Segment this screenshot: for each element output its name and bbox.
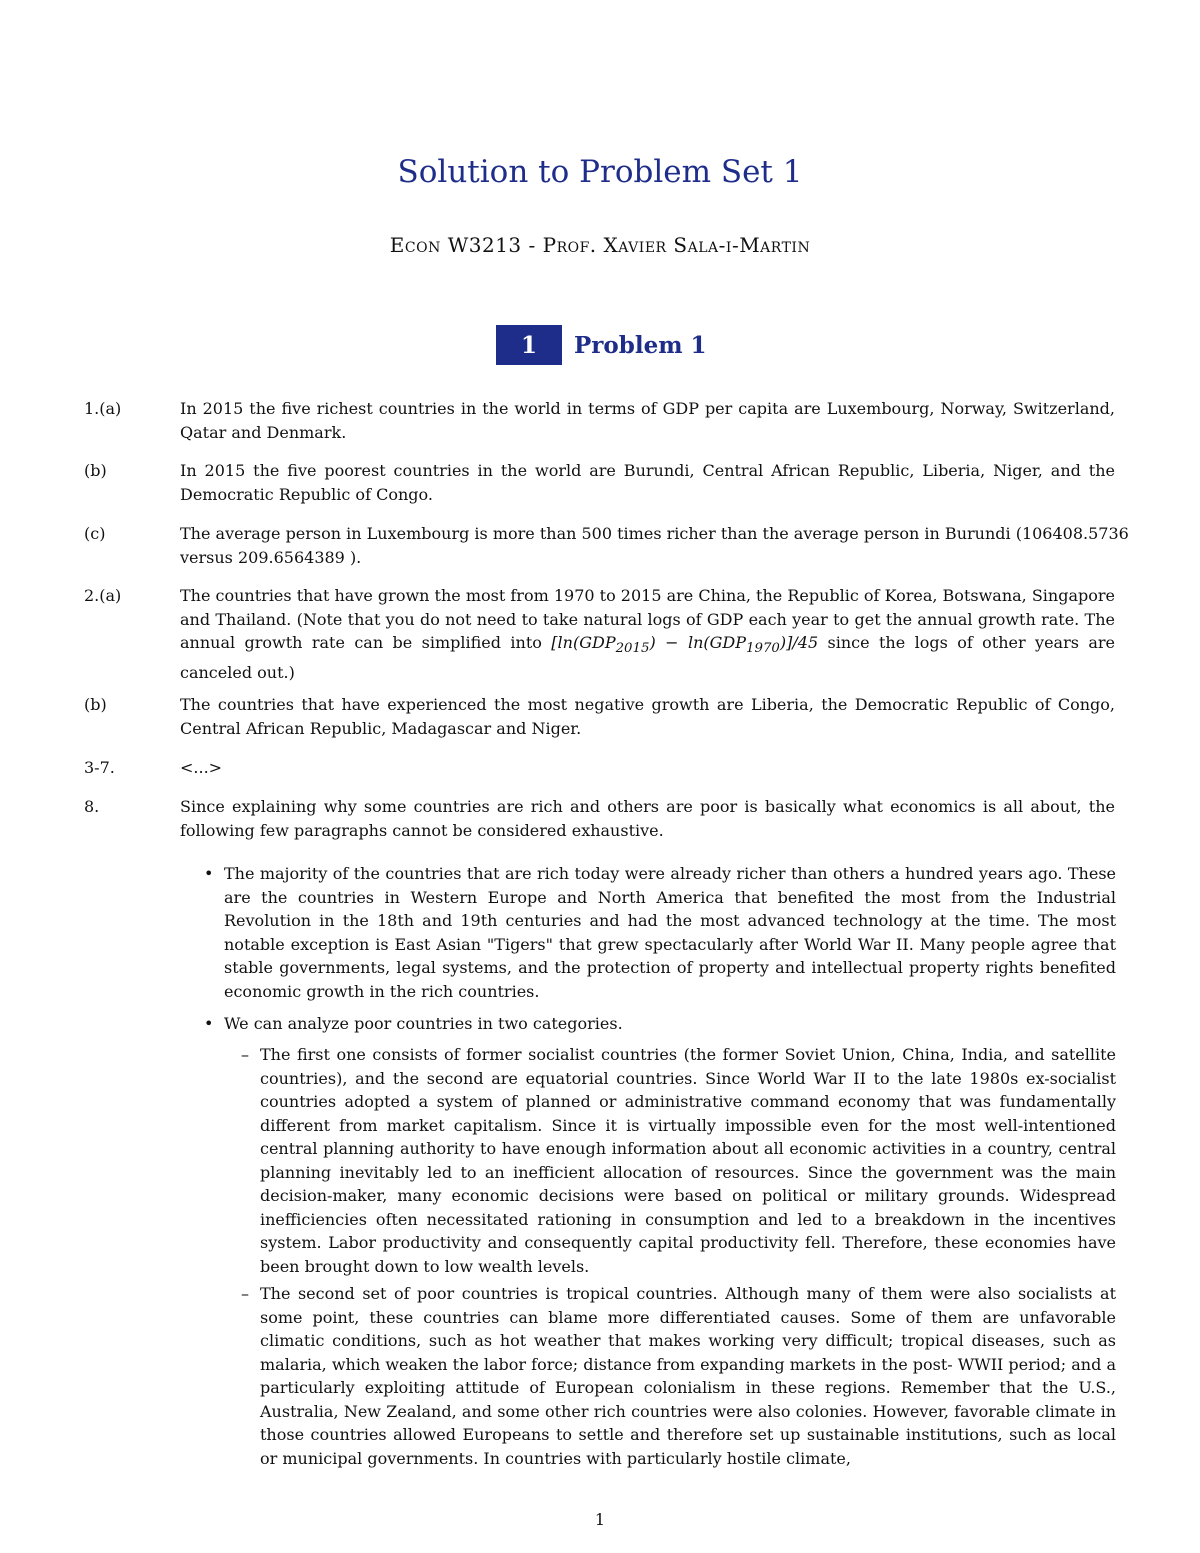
subbullet-text: The second set of poor countries is tropical countries. Although many of them were also socialists at some point, these countries can blame more differentiated causes. Some of them are unfavorable climatic conditions, such as hot weather that makes working very difficult; tropical diseases, such as malaria, which weaken the labor force; distance from expanding markets in the post- WWII period; and a particularly exploiting attitude of European colonialism in these regions. Remember that the U.S., Australia, New Zealand, and some other rich countries were also colonies. However, favorable climate in those countries allowed Europeans to settle and therefore set up sustainable institutions, such as local or municipal governments. In countries with particularly hostile climate, — [260, 1284, 1116, 1468]
dash-mark: – — [241, 1284, 249, 1303]
section-heading — [496, 325, 707, 365]
course-subtitle: Econ W3213 - Prof. Xavier Sala-i-Martin — [389, 233, 811, 257]
answer-label: (b) — [84, 695, 107, 714]
answer-text-part: The countries that have grown the most from 1970 to 2015 are China, the Republic of Korea, Botswana, Singapore and Thailand. (Note that you do not need to take natural logs of GDP each year to get the annual growth rate. The annual growth rate can be simplified into — [180, 586, 1115, 652]
answer-text-part: since the logs of other years are canceled out.) — [180, 633, 1115, 682]
answer-text: In 2015 the five richest countries in the world in terms of GDP per capita are Luxembourg, Norway, Switzerland, Qatar and Denmark. — [180, 399, 1115, 442]
subbullet-text: The first one consists of former socialist countries (the former Soviet Union, China, India, and satellite countries), and the second are equatorial countries. Since World War II to the late 1980s ex-socialist countries adopted a system of planned or administrative command economy that was fundamentally different from market capitalism. Since it is virtually impossible even for the most well-intentioned central planning authority to have enough information about all economic activities in a country, central planning inevitably led to an inefficient allocation of resources. Since the government was the main decision-maker, many economic decisions were based on political or military grounds. Widespread inefficiencies often necessitated rationing in consumption and led to a breakdown in the incentives system. Labor productivity and consequently capital productivity fell. Therefore, these economies have been brought down to low wealth levels. — [260, 1045, 1116, 1276]
answer-label: 2.(a) — [84, 586, 122, 605]
document-title: Solution to Problem Set 1 — [397, 154, 803, 190]
growth-formula: $[\ln(GDP_{2015}) - \ln(GDP_{1970})]/45$ — [551, 633, 819, 657]
answer-text — [180, 584, 1115, 684]
answer-label: 1.(a) — [84, 399, 122, 418]
answer-label: 8. — [84, 797, 100, 816]
section-name: Problem 1 — [574, 331, 707, 359]
answer-text: Since explaining why some countries are rich and others are poor is basically what economics is all about, the following few paragraphs cannot be considered exhaustive. — [180, 797, 1115, 840]
page-number: 1 — [594, 1510, 606, 1529]
answer-label: (b) — [84, 461, 107, 480]
bullet-text: The majority of the countries that are rich today were already richer than others a hundred years ago. These are the countries in Western Europe and North America that benefited the most from the Industrial Revolution in the 18th and 19th centuries and had the most advanced technology at the time. The most notable exception is East Asian "Tigers" that grew spectacularly after World War II. Many people agree that stable governments, legal systems, and the protection of property and intellectual property rights benefited economic growth in the rich countries. — [224, 864, 1116, 1001]
bullet-mark: • — [204, 1014, 214, 1033]
answer-label: 3-7. — [84, 758, 115, 777]
answer-text: <...> — [180, 758, 223, 777]
answer-text: In 2015 the five poorest countries in the world are Burundi, Central African Republic, Liberia, Niger, and the Democratic Republic of Congo. — [180, 461, 1115, 504]
bullet-text: We can analyze poor countries in two categories. — [224, 1014, 623, 1033]
answer-text: The countries that have experienced the most negative growth are Liberia, the Democratic Republic of Congo, Central African Republic, Madagascar and Niger. — [180, 695, 1115, 738]
answer-label: (c) — [84, 524, 106, 543]
answer-text: The average person in Luxembourg is more than 500 times richer than the average person in Burundi (106408.5736 versus 209.6564389 ). — [180, 524, 1129, 567]
section-number: 1 — [496, 325, 562, 365]
bullet-mark: • — [204, 864, 214, 883]
dash-mark: – — [241, 1045, 249, 1064]
